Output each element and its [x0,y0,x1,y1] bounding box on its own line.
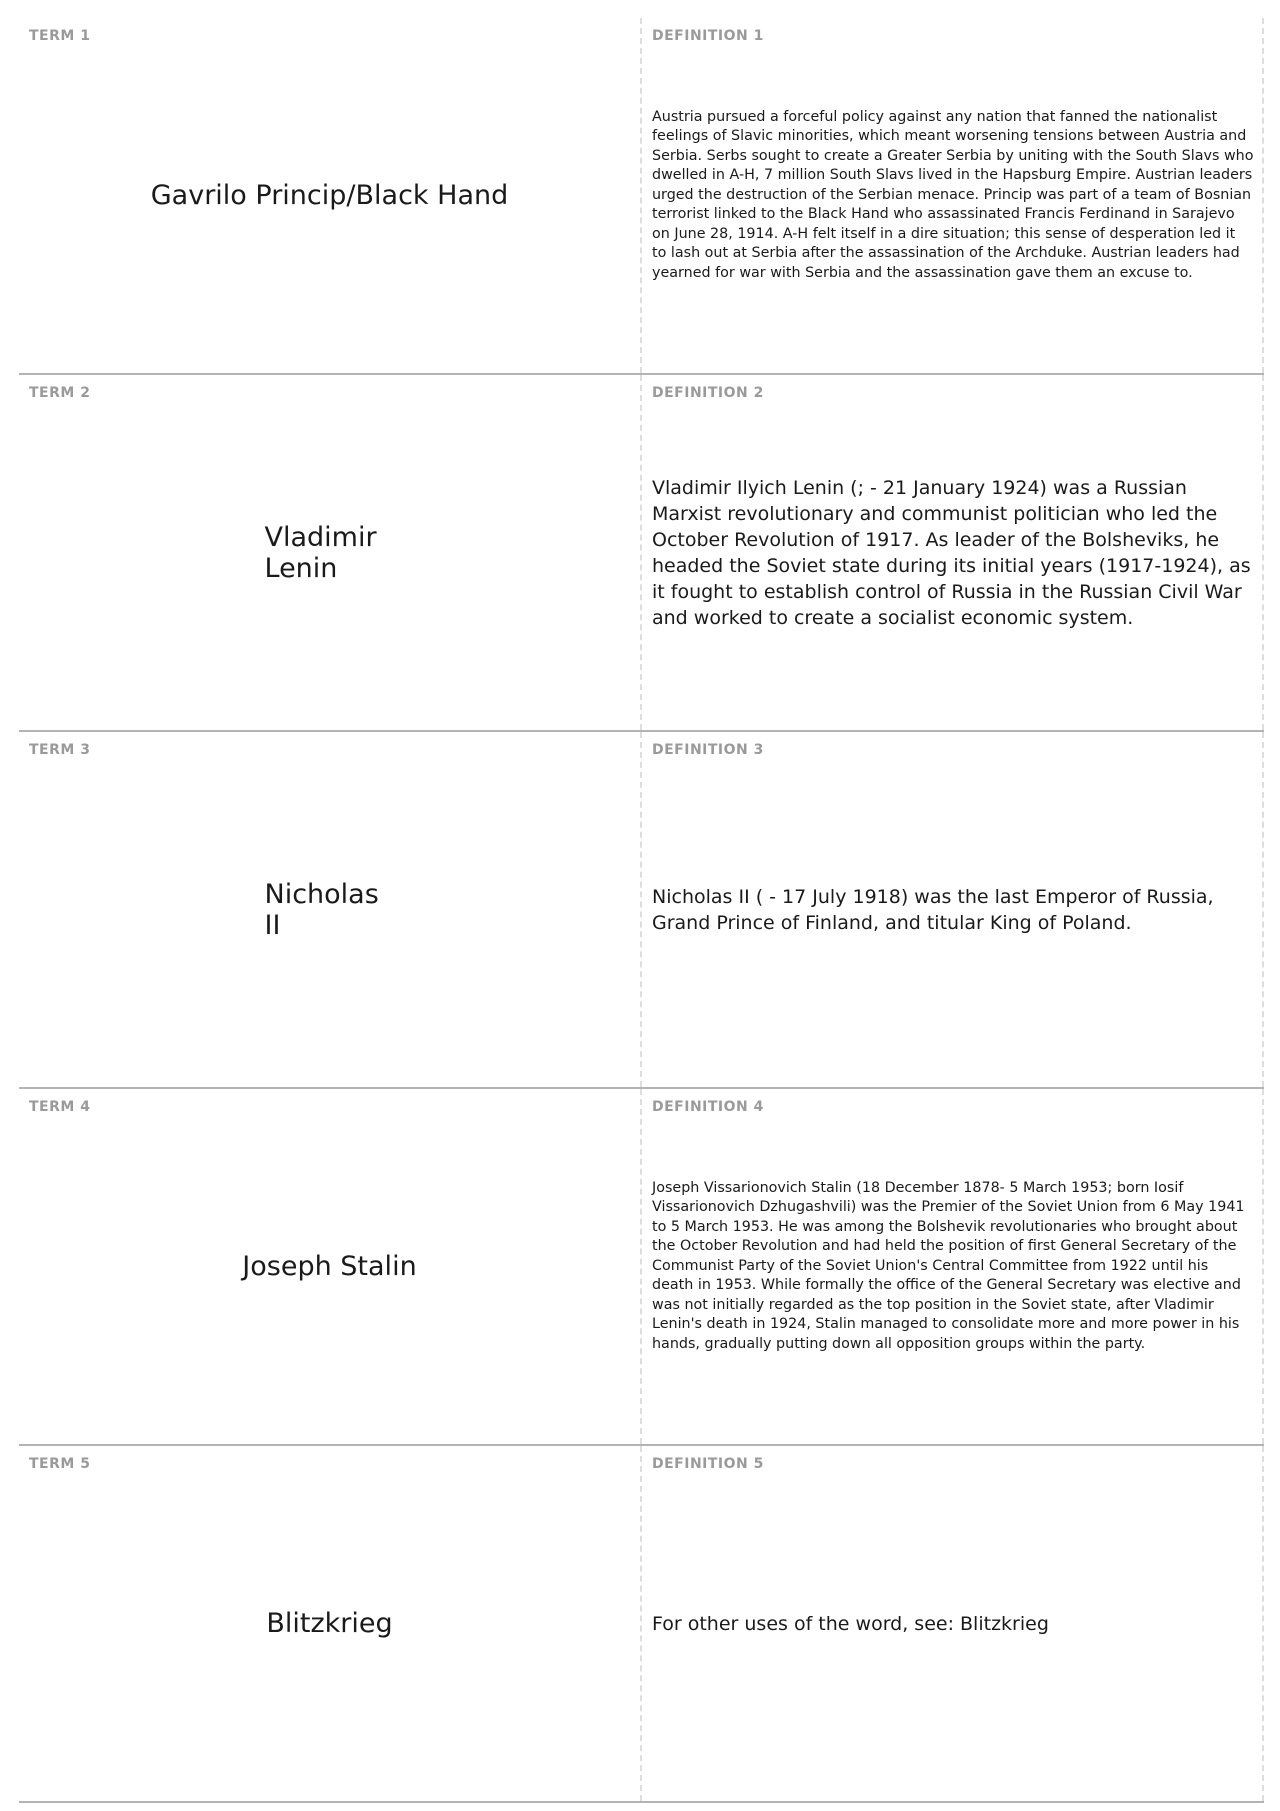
term-text-container [19,732,640,1087]
definition-text-container [652,18,1254,373]
definition-label: DEFINITION 4 [652,1099,764,1115]
definition-cell [642,375,1264,730]
definition-text: Vladimir Ilyich Lenin (; - 21 January 1924) was a Russian Marxist revolutionary and communist politician who led the October Revolution of 1917. As leader of the Bolsheviks, he headed the Soviet state during its initial years (1917-1924), as it fought to establish control of Russia in the Russian Civil War and worked to create a socialist economic system. [652,476,1251,629]
term-text-container [19,1446,640,1801]
term-text: Joseph Stalin [242,1251,417,1282]
term-text: Vladimir Lenin [264,521,377,584]
term-text-container [19,18,640,373]
term-text: Nicholas II [264,878,379,941]
definition-cell [642,18,1264,373]
definition-text: Joseph Vissarionovich Stalin (18 December 1878- 5 March 1953; born Iosif Vissarionovich Dzhugashvili) was the Premier of the Soviet Union from 6 May 1941 to 5 March 1953. He was among the Bolshevik revolutionaries who brought about the October Revolution and had held the position of first General Secretary of the Communist Party of the Soviet Union's Central Committee from 1922 until his death in 1953. While formally the office of the General Secretary was elective and was not initially regarded as the top position in the Soviet state, after Vladimir Lenin's death in 1924, Stalin managed to consolidate more and more power in his hands, gradually putting down all opposition groups within the party. [652,1179,1245,1352]
flashcard-row [19,732,1264,1089]
term-cell [19,375,642,730]
definition-text-container [652,375,1254,730]
definition-label: DEFINITION 5 [652,1456,764,1472]
definition-cell [642,1089,1264,1444]
flashcard-row [19,1446,1264,1803]
definition-cell [642,1446,1264,1801]
term-label: TERM 1 [29,28,91,44]
flashcard-row [19,375,1264,732]
term-label: TERM 5 [29,1456,91,1472]
term-cell [19,1089,642,1444]
term-label: TERM 4 [29,1099,91,1115]
definition-label: DEFINITION 3 [652,742,764,758]
term-text-container [19,375,640,730]
definition-cell [642,732,1264,1087]
term-label: TERM 3 [29,742,91,758]
definition-text-container [652,1446,1254,1801]
definition-label: DEFINITION 1 [652,28,764,44]
definition-text: Austria pursued a forceful policy against any nation that fanned the nationalist feelings of Slavic minorities, which meant worsening tensions between Austria and Serbia. Serbs sought to create a Greater Serbia by uniting with the South Slavs who dwelled in A-H, 7 million South Slavs lived in the Hapsburg Empire. Austrian leaders urged the destruction of the Serbian menace. Princip was part of a team of Bosnian terrorist linked to the Black Hand who assassinated Francis Ferdinand in Sarajevo on June 28, 1914. A-H felt itself in a dire situation; this sense of desperation led it to lash out at Serbia after the assassination of the Archduke. Austrian leaders had yearned for war with Serbia and the assassination gave them an excuse to. [652,108,1254,281]
flashcard-row [19,18,1264,375]
term-cell [19,1446,642,1801]
definition-label: DEFINITION 2 [652,385,764,401]
term-cell [19,732,642,1087]
term-cell [19,18,642,373]
definition-text-container [652,732,1254,1087]
definition-text-container [652,1089,1254,1444]
flashcard-sheet [19,18,1264,1803]
term-text: Gavrilo Princip/Black Hand [150,180,509,211]
definition-text: Nicholas II ( - 17 July 1918) was the last Emperor of Russia, Grand Prince of Finland, and titular King of Poland. [652,885,1214,934]
term-text: Blitzkrieg [266,1608,393,1639]
flashcard-row [19,1089,1264,1446]
term-text-container [19,1089,640,1444]
term-label: TERM 2 [29,385,91,401]
definition-text: For other uses of the word, see: Blitzkrieg [652,1612,1049,1635]
